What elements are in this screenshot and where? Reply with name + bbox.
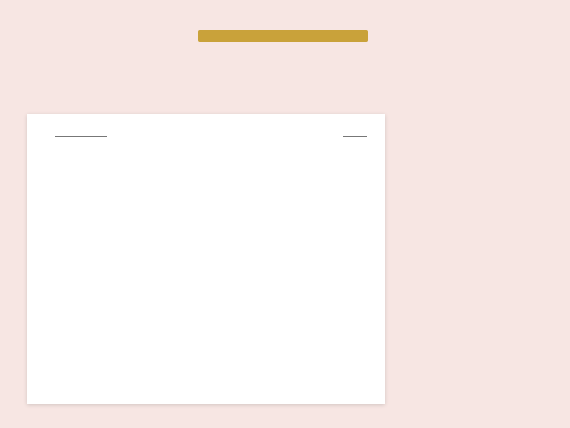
digital-download-badge bbox=[198, 30, 368, 42]
tracker-grid bbox=[27, 114, 385, 404]
tracker-sheet-preview bbox=[27, 114, 385, 404]
color-swatch-strip bbox=[0, 0, 570, 12]
